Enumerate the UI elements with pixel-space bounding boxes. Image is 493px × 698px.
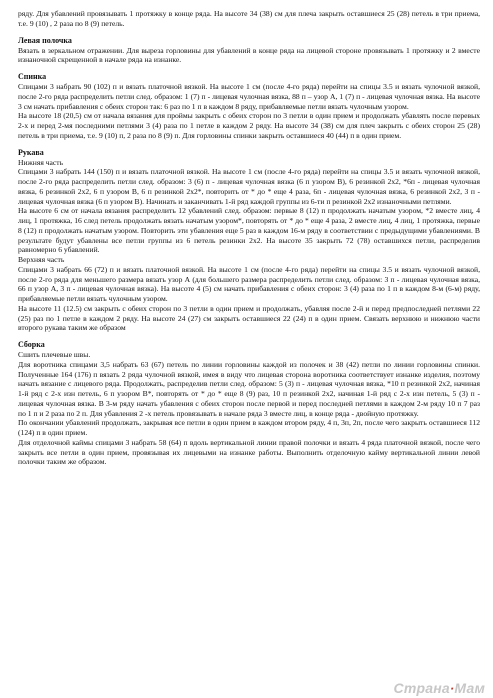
back-heading: Спинка [18, 72, 47, 81]
watermark-part-2: Мам [454, 680, 485, 696]
assembly-paragraph-1: Сшить плечевые швы. [18, 350, 91, 359]
assembly-paragraph-4: Для отделочной каймы спицами 3 набрать 58 (64) п вдоль вертикальной линии правой полочки и вязать 4 ряда платочной вязкой, после чего закрыть все петли в один прием, провязывая их лицевыми на изнанке работы. Выполнить отделочную кайму вертикальной линии левой полочки таким же образом. [18, 437, 480, 467]
site-watermark [394, 680, 485, 696]
back-paragraph-1: Спицами 3 набрать 90 (102) п и вязать платочной вязкой. На высоте 1 см (после 4-го ряда) перейти на спицы 3.5 и вязать чулочной вязкой, после 2-го ряда распределить петли след. образом: 1 (7) п - лицевая чулочная вязка, 88 п – узор А, 1 (7) п - лицевая чулочная вязка. На высоте 3 см начать прибавления с обеих сторон так: 6 раз по 1 п в каждом 8 ряду, прибавляемые петли вязать чулочным узором. [18, 82, 480, 111]
sleeves-heading: Рукава [18, 147, 44, 157]
left-front-paragraph: Вязать в зеркальном отражении. Для выреза горловины для убавлений в конце ряда на лицевой стороне провязывать 1 протяжку и 2 вместе изнаночной скрещенной в начале ряда на изнанке. [18, 45, 480, 65]
assembly-paragraph-2: Для воротника спицами 3,5 набрать 63 (67) петель по линии горловины каждой из полочек и 38 (42) петли по линии горловины спинки. Полученные 164 (176) п вязать 2 ряда чулочной вязкой, имея в виду что лицевая сторона воротника соответствует изнанке изделия, поэтому начать вязание с лицевого ряда. Продолжать, распределив петли след. образом: 5 (3) п - лицевая чулочная вязка, *10 п резинкой 2х2, начиная 1-й ряд с 2-х изн петель, 6 п узором В*, повторять от * до * еще 8 (9) раз, 10 п резинкой 2х2, начиная 1-й ряд с 2-х изн петель, 5 (3) п - лицевая чулочная вязка. В 3-м ряду начать убавления с обеих сторон после первой и перед последней петлями в каждом 2-м ряду 10 п 7 раз по 1 п и 2 раза по 2 п. Для убавления 2 -х петель провязывать в начале ряда 3 вместе лиц, в конце ряда - двойную протяжку. [18, 359, 480, 418]
sleeves-upper-subheading: Верхняя часть [18, 255, 65, 264]
sleeves-lower-subheading: Нижняя часть [18, 157, 64, 167]
back-paragraph-2: На высоте 18 (20,5) см от начала вязания для проймы закрыть с обеих сторон по 3 петли в один прием и продолжать убавлять после перевых 2-х и перед 2-мя последними петлями 3 (4) раза по 1 петле в каждом 2 ряду. На высоте 34 (38) см для плеч закрыть с обеих сторон 25 (28) петель в три приема, т.е. 9 (10) п, 2 раза по 8 (9) п. Для горловины спинки закрыть оставшиеся 40 (44) п в один прием. [18, 111, 480, 140]
watermark-dot-icon: · [449, 681, 455, 696]
document-body [18, 9, 480, 467]
left-front-heading: Левая полочка [18, 35, 72, 45]
intro-paragraph: ряду. Для убавлений провязывать 1 протяжку в конце ряда. На высоте 34 (38) см для плеча закрыть оставшиеся 25 (28) петель в три приема, т.е. 9 (10) , 2 раза по 8 (9) петель. [18, 9, 480, 28]
sleeves-lower-paragraph-1: Спицами 3 набрать 144 (150) п и вязать платочной вязкой. На высоте 1 см (после 4-го ряда) перейти на спицы 3.5 и вязать чулочной вязкой, после 2-го ряда распределить петли след. образом: 3 (6) п - лицевая чулочная вязка (6 п узором В), 6 резинкой 2х2, *6п - лицевая чулочная вязка, 6 резинкой 2х2, 6 п узором В, 6 п резинкой 2х2*, повторить от * до * еще 4 раза, 6п - лицевая чулочная вязка, 6 резинкой 2х2, 3 п - лицевая чулочная вязка (6 п узором В). Начинать и заканчивать 1-й ряд каждой группы из 6-ти п резинкой 2х2 изнаночными петлями. [18, 167, 480, 206]
sleeves-upper-paragraph-2: На высоте 11 (12.5) см закрыть с обеих сторон по 3 петли в один прием и продолжать, убавляя после 2-й и перед предпоследней петлями 22 (25) раз по 1 петле в каждом 2 ряду. На высоте 24 (27) см закрыть оставшиеся 22 (24) п в один прием. Связать верхнюю и нижнюю части второго рукава таким же образом [18, 303, 480, 333]
assembly-paragraph-3: По окончании убавлений продолжать, закрывая все петли в один прием в каждом втором ряду, 4 п, 3п, 2п, после чего закрыть оставшиеся 112 (124) п в один прием. [18, 418, 480, 437]
sleeves-lower-paragraph-2: На высоте 6 см от начала вязания распределить 12 убавлений след. образом: первые 8 (12) п продолжать начатым узором, *2 вместе лиц, 4 лиц, 1 протяжка, 16 след петель продолжать вязать начатым узором*, повторять от * до * еще 4 раза, 2 вместе лиц, 4 лиц, 1 протяжка, первые 8 (12) п продолжать начатым узором. Повторить эти убавления еще 5 раз в каждом 16-м ряду в соответствии с предыдущими убавлениями. В результате будут убавлены все петли группы из 6 петель резинки 2х2. На высоте 35 закрыть 72 (78) оставшихся петли, распределив равномерно 6 убавлений. [18, 206, 480, 255]
assembly-heading: Сборка [18, 340, 45, 349]
watermark-part-1: Страна [393, 680, 450, 696]
sleeves-upper-paragraph-1: Спицами 3 набрать 66 (72) п и вязать платочной вязкой. На высоте 1 см (после 4-го ряда) перейти на спицы 3.5 и вязать чулочной вязкой, после 2-го ряда для меньшего размера вязать узор А (для большего размера распределить петли след. образом: 3 п - лицевая чулочная вязка, 66 п узор А, 3 п - лицевая чулочная вязка). На высоте 4 (5) см начать прибавления с обеих сторон: 3 (4) раза по 1 п в каждом 8-м (6-м) ряду, прибавляемые петли вязать чулочным узором. [18, 264, 480, 303]
